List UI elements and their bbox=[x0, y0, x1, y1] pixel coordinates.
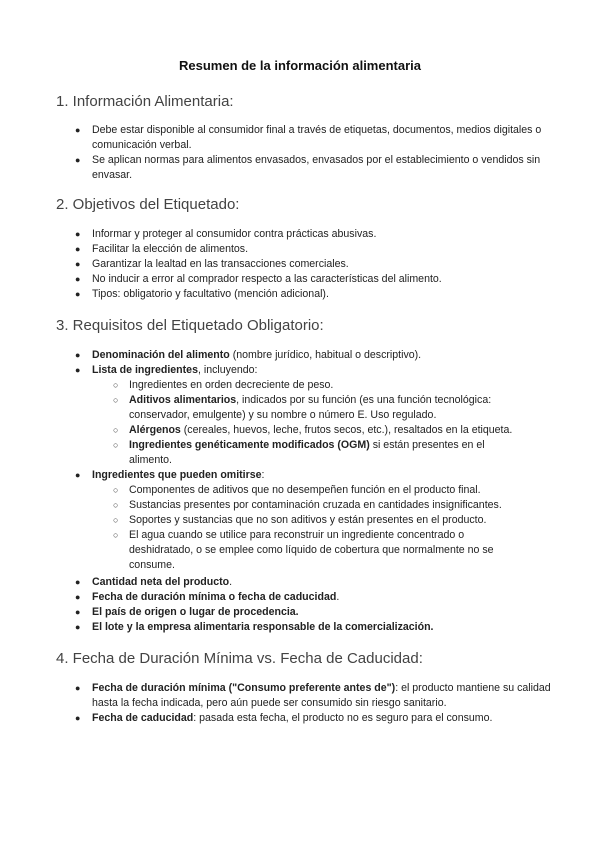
section-3-sub-1-3: ○ Alérgenos (cereales, huevos, leche, frutos secos, etc.), resaltados en la etiqueta. bbox=[113, 424, 513, 436]
section-3-bullet-4: ● Cantidad neta del producto. bbox=[75, 576, 233, 588]
section-1-heading bbox=[56, 93, 234, 110]
section-4-bullet-1: ● Fecha de duración mínima ("Consumo preferente antes de"): el producto mantiene su calidad hasta la fecha indicada, pero aún puede ser consumido sin riesgo sanitario. bbox=[75, 682, 551, 709]
section-3-bullet-3: ● Ingredientes que pueden omitirse: bbox=[75, 469, 265, 481]
section-3-colon: : bbox=[319, 317, 324, 334]
section-1-heading-text: 1. Información Alimentaria bbox=[56, 93, 230, 110]
section-4-heading-text: 4. Fecha de Duración Mínima vs. Fecha de Caducidad bbox=[56, 650, 419, 667]
section-3-sub-2-3: ○ Soportes y sustancias que no son aditivos y están presentes en el producto. bbox=[113, 514, 487, 526]
section-3-bullet-7: ● El lote y la empresa alimentaria responsable de la comercialización. bbox=[75, 621, 434, 633]
section-4-colon: : bbox=[418, 650, 423, 667]
section-3-sub-2-4: ○ El agua cuando se utilice para reconstruir un ingrediente concentrado o deshidratado, o se emplee como líquido de cobertura que normalmente no se consume. bbox=[113, 529, 494, 571]
section-2-colon: : bbox=[235, 196, 240, 213]
section-3-sub-1-1: ○ Ingredientes en orden decreciente de peso. bbox=[113, 379, 334, 391]
section-3-bullet-5: ● Fecha de duración mínima o fecha de caducidad. bbox=[75, 591, 340, 603]
section-2-bullet-3: ● Garantizar la lealtad en las transacciones comerciales. bbox=[75, 258, 349, 270]
section-3-bullet-1: ● Denominación del alimento (nombre jurídico, habitual o descriptivo). bbox=[75, 349, 422, 361]
section-3-heading-text: 3. Requisitos del Etiquetado Obligatorio bbox=[56, 317, 320, 334]
section-1-bullet-2: ● Se aplican normas para alimentos envasados, envasados por el establecimiento o vendidos sin envasar. bbox=[75, 154, 541, 181]
section-3-bullet-6: ● El país de origen o lugar de procedencia. bbox=[75, 606, 299, 618]
section-2-bullet-2: ● Facilitar la elección de alimentos. bbox=[75, 243, 249, 255]
section-1-bullet-1: ● Debe estar disponible al consumidor final a través de etiquetas, documentos, medios digitales o comunicación verbal. bbox=[75, 124, 542, 151]
section-2-bullet-4: ● No inducir a error al comprador respecto a las características del alimento. bbox=[75, 273, 442, 285]
section-3-sub-1-2: ○ Aditivos alimentarios, indicados por su función (es una función tecnológica: conservador, emulgente) y su nombre o número E. Uso regulado. bbox=[113, 394, 492, 421]
section-2-heading bbox=[56, 196, 239, 213]
section-3-sub-2-1: ○ Componentes de aditivos que no desempeñen función en el producto final. bbox=[113, 484, 481, 496]
section-1-colon: : bbox=[229, 93, 234, 110]
section-2-bullet-1: ● Informar y proteger al consumidor contra prácticas abusivas. bbox=[75, 228, 377, 240]
section-3-sub-1-4: ○ Ingredientes genéticamente modificados (OGM) si están presentes en el alimento. bbox=[113, 439, 485, 466]
section-3-bullet-2: ● Lista de ingredientes, incluyendo: bbox=[75, 364, 258, 376]
section-3-sub-2-2: ○ Sustancias presentes por contaminación cruzada en cantidades insignificantes. bbox=[113, 499, 502, 511]
section-4-heading bbox=[56, 650, 423, 667]
section-4-bullet-2: ● Fecha de caducidad: pasada esta fecha, el producto no es seguro para el consumo. bbox=[75, 712, 493, 724]
section-2-bullet-5: ● Tipos: obligatorio y facultativo (mención adicional). bbox=[75, 288, 329, 300]
section-3-heading bbox=[56, 317, 324, 334]
section-2-heading-text: 2. Objetivos del Etiquetado bbox=[56, 196, 236, 213]
document-title: Resumen de la información alimentaria bbox=[178, 58, 422, 73]
